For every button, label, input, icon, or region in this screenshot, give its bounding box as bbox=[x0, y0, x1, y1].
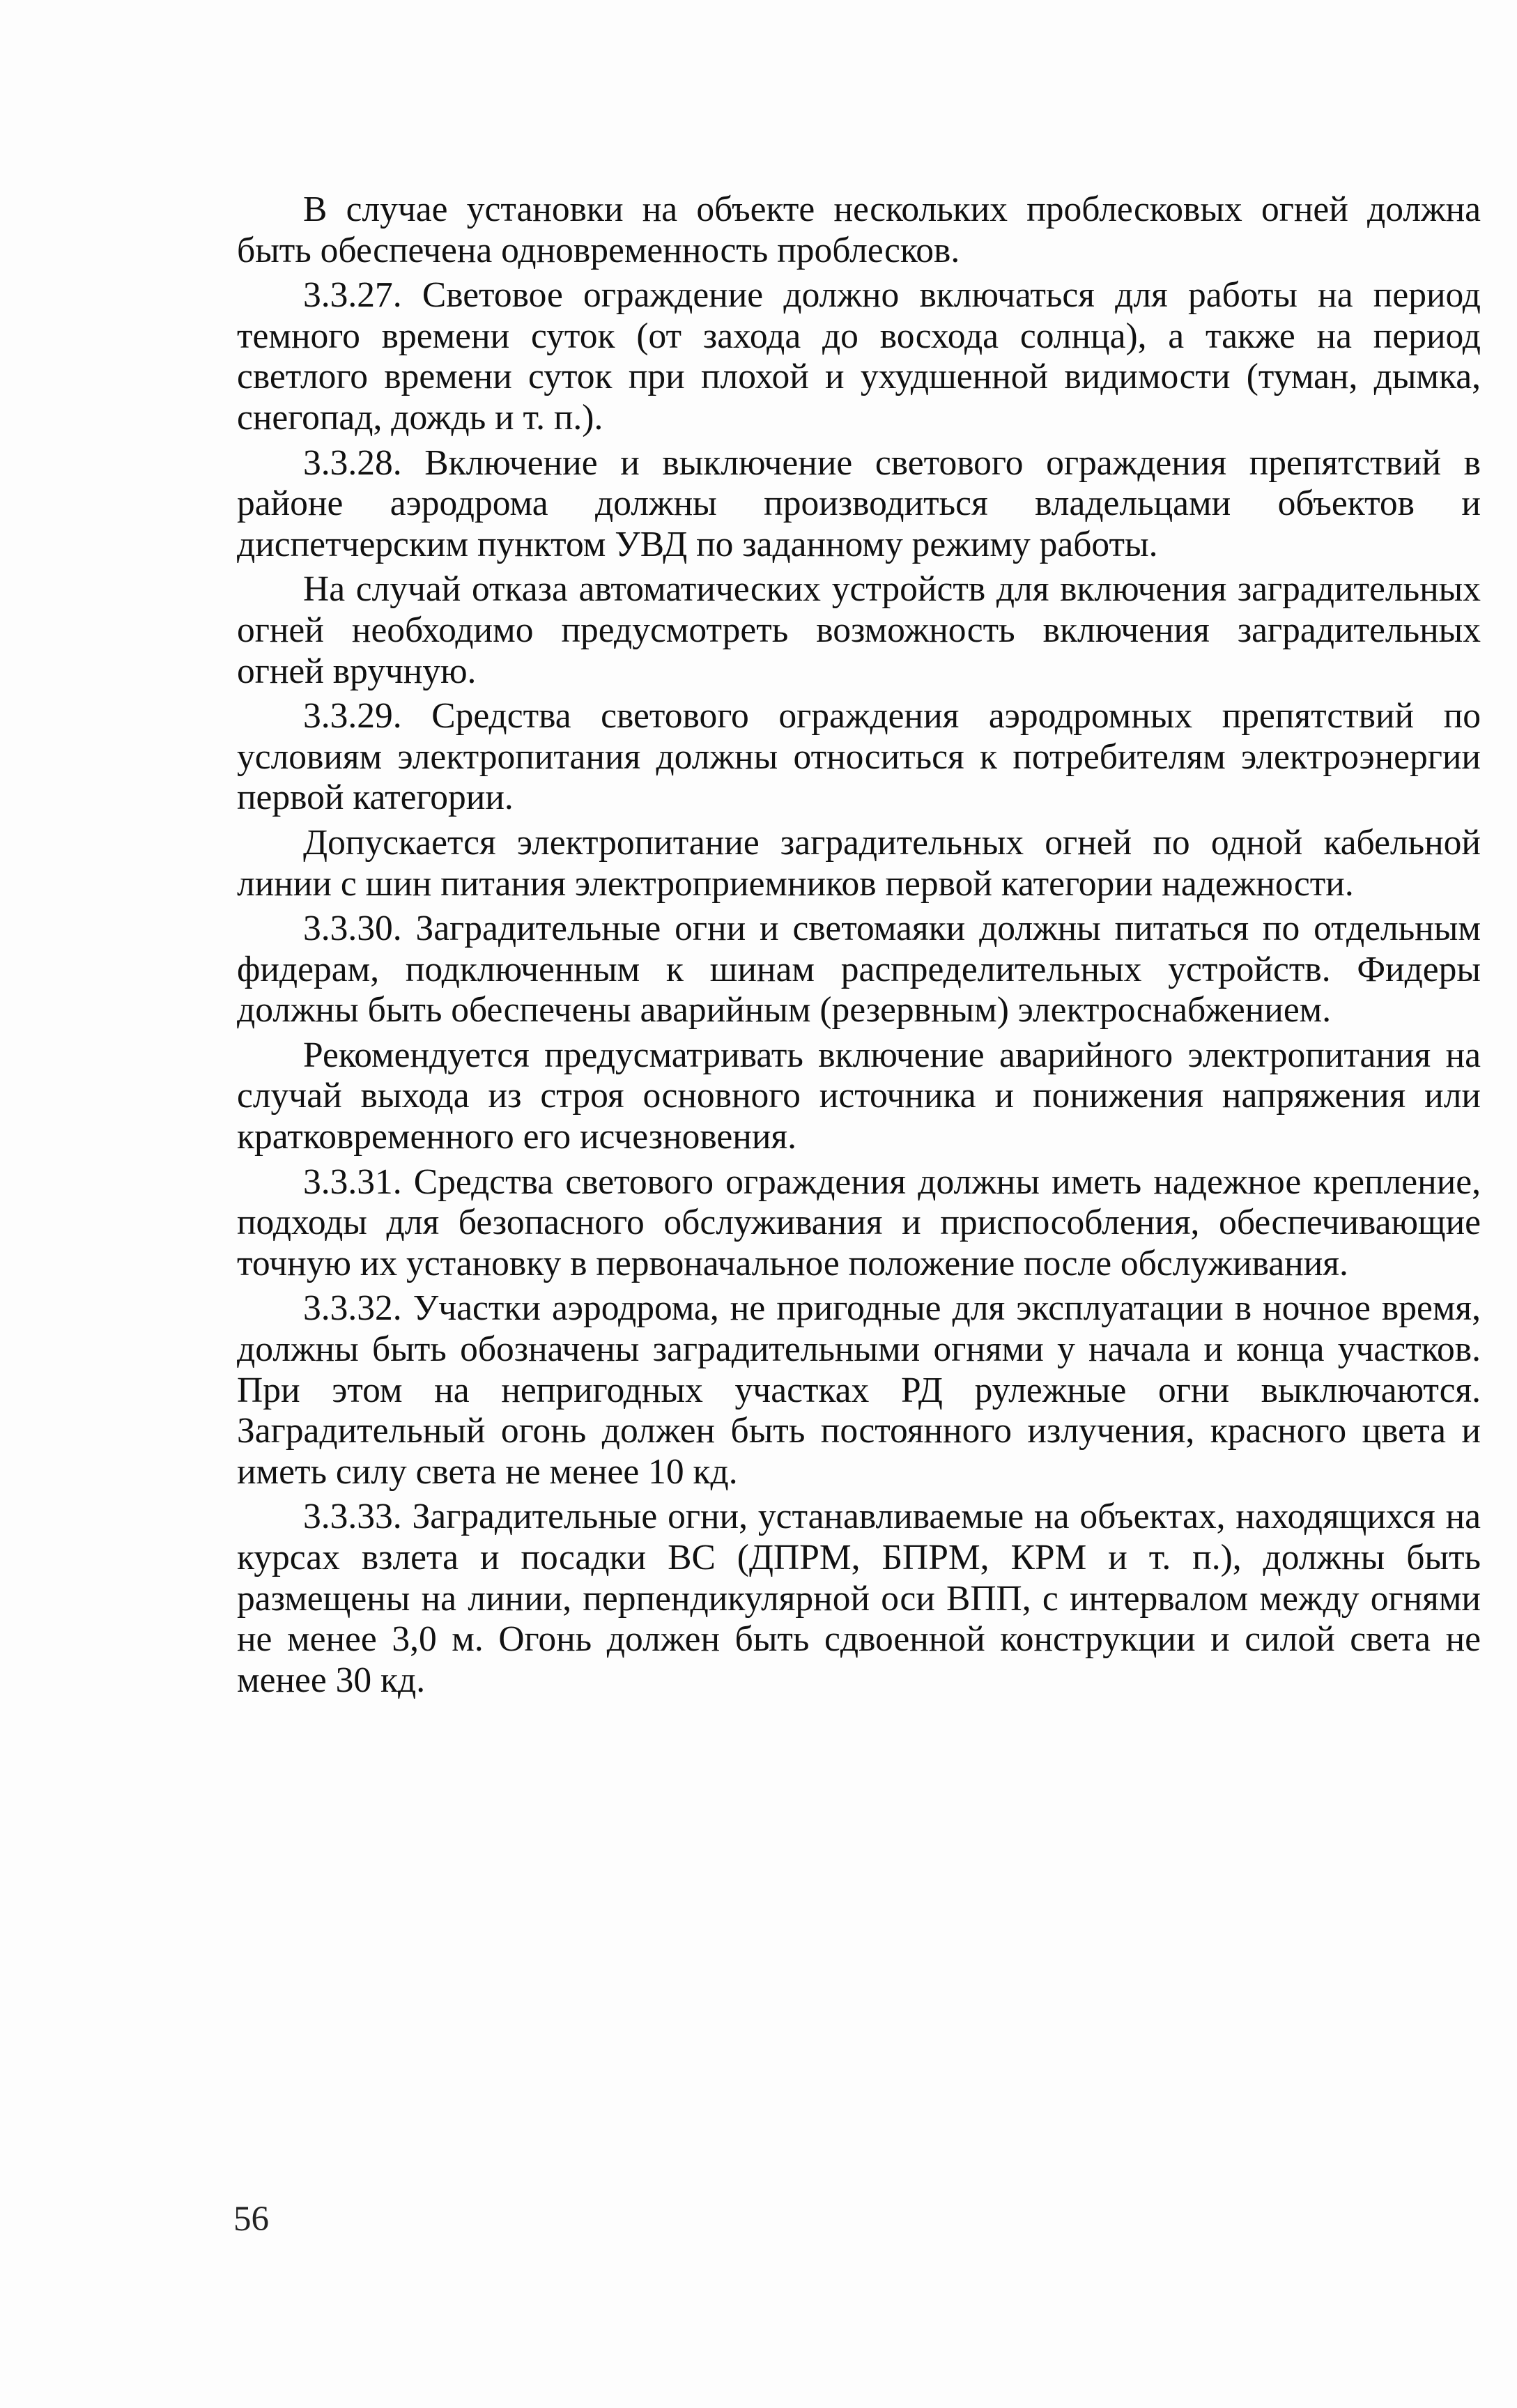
paragraph-intro: В случае установки на объекте нескольких проблесковых огней должна быть обеспечена одновременность проблесков. bbox=[237, 190, 1481, 270]
page-number: 56 bbox=[233, 2200, 269, 2239]
paragraph-3-3-28: 3.3.28. Включение и выключение светового ограждения препятствий в районе аэродрома должны производиться владельцами объектов и диспетчерским пунктом УВД по заданному режиму работы. bbox=[237, 442, 1481, 564]
paragraph-3-3-33: 3.3.33. Заградительные огни, устанавливаемые на объектах, находящихся на курсах взлета и посадки ВС (ДПРМ, БПРМ, КРМ и т. п.), должны быть размещены на линии, перпендикулярной оси ВПП, с интервалом между огнями не менее 3,0 м. Огонь должен быть сдвоенной конструкции и силой света не менее 30 кд. bbox=[237, 1497, 1481, 1700]
paragraph-3-3-27: 3.3.27. Световое ограждение должно включаться для работы на период темного времени суток (от захода до восхода солнца), а также на период светлого времени суток при плохой и ухудшенной видимости (туман, дымка, снегопад, дождь и т. п.). bbox=[237, 275, 1481, 438]
paragraph-3-3-31: 3.3.31. Средства светового ограждения должны иметь надежное крепление, подходы для безопасного обслуживания и приспособления, обеспечивающие точную их установку в первоначальное положение после обслуживания. bbox=[237, 1161, 1481, 1283]
paragraph-3-3-30-note: Рекомендуется предусматривать включение аварийного электропитания на случай выхода из строя основного источника и понижения напряжения или кратковременного его исчезновения. bbox=[237, 1035, 1481, 1157]
paragraph-3-3-29: 3.3.29. Средства светового ограждения аэродромных препятствий по условиям электропитания должны относиться к потребителям электроэнергии первой категории. bbox=[237, 696, 1481, 818]
paragraph-3-3-29-note: Допускается электропитание заградительных огней по одной кабельной линии с шин питания электроприемников первой категории надежности. bbox=[237, 822, 1481, 904]
paragraph-3-3-32: 3.3.32. Участки аэродрома, не пригодные для эксплуатации в ночное время, должны быть обозначены заградительными огнями у начала и конца участков. При этом на непригодных участках РД рулежные огни выключаются. Заградительный огонь должен быть постоянного излучения, красного цвета и иметь силу света не менее 10 кд. bbox=[237, 1288, 1481, 1492]
paragraph-3-3-28-note: На случай отказа автоматических устройств для включения заградительных огней необходимо предусмотреть возможность включения заградительных огней вручную. bbox=[237, 569, 1481, 691]
body-text bbox=[237, 190, 1481, 1701]
paragraph-3-3-30: 3.3.30. Заградительные огни и светомаяки должны питаться по отдельным фидерам, подключенным к шинам распределительных устройств. Фидеры должны быть обеспечены аварийным (резервным) электроснабжением. bbox=[237, 909, 1481, 1031]
